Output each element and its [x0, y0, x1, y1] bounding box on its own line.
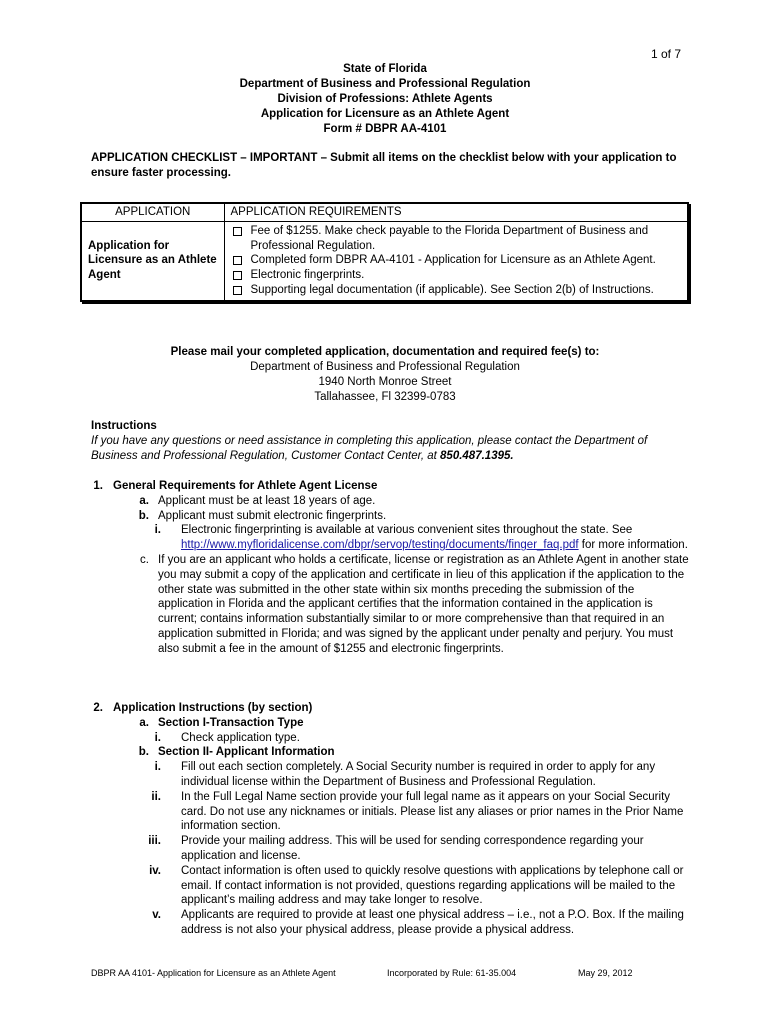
fingerprint-faq-link[interactable]: http://www.myfloridalicense.com/dbpr/servop/testing/documents/finger_faq.pdf — [181, 539, 579, 552]
section-title-text: General Requirements for Athlete Agent License — [113, 480, 378, 492]
item-marker: i. — [154, 731, 161, 744]
fingerprint-text-after: for more information. — [578, 539, 688, 552]
item-marker: ii. — [151, 790, 161, 803]
instructions-text — [91, 434, 691, 464]
item-text: Fill out each section completely. A Social Security number is required in order to apply for any individual license within the Department of Business and Professional Regulation. — [181, 761, 656, 788]
checkbox-icon[interactable] — [233, 227, 242, 236]
footer-form-name: DBPR AA 4101- Application for Licensure as an Athlete Agent — [91, 968, 336, 978]
checkbox-icon[interactable] — [233, 286, 242, 295]
page-footer — [91, 966, 651, 981]
requirement-text: Electronic fingerprints. — [250, 269, 365, 282]
requirement-text: Fee of $1255. Make check payable to the Florida Department of Business and Professional Regulation. — [250, 224, 649, 252]
section-title-text: Application Instructions (by section) — [113, 702, 313, 714]
requirement-item — [231, 283, 684, 298]
requirement-item — [231, 253, 684, 268]
list-item — [91, 834, 691, 864]
item-text: If you are an applicant who holds a certificate, license or registration as an Athlete Agent in another state you may submit a copy of the application and certificate in lieu of this application if the application to the other state was submitted in the other state within six months preceding the submission of the application in Florida and the applicant certifies that the information contained in the application is current; contains information substantially similar to or more comprehensive than that required in an application submitted in Florida; and was signed by the applicant under penalty and perjury. You must also submit a fee in the amount of $1255 and electronic fingerprints. — [158, 553, 689, 655]
item-marker: iii. — [148, 835, 161, 848]
col-header-application: APPLICATION — [81, 203, 224, 221]
table-header-row — [81, 203, 688, 221]
item-text: In the Full Legal Name section provide your full legal name as it appears on your Social Security card. Do not use any nicknames or initials. Please list any aliases or prior names in the Prior Name information section. — [181, 790, 684, 833]
section-number: 1. — [93, 480, 103, 492]
item-marker: b. — [138, 509, 149, 522]
list-item — [91, 509, 691, 524]
item-marker: iv. — [149, 864, 161, 877]
fingerprint-text: Electronic fingerprinting is available at various convenient sites throughout the state. See — [181, 524, 633, 537]
item-text: Applicant must submit electronic fingerprints. — [158, 509, 387, 522]
mailing-address-block — [0, 345, 770, 405]
list-item — [91, 908, 691, 938]
item-marker: i. — [154, 524, 161, 537]
contact-phone: 850.487.1395. — [440, 450, 514, 462]
requirement-text: Completed form DBPR AA-4101 - Application for Licensure as an Athlete Agent. — [250, 254, 656, 267]
subsection-title: Section II- Applicant Information — [158, 746, 335, 759]
subsection-title: Section I-Transaction Type — [158, 716, 304, 729]
mail-line: Tallahassee, Fl 32399-0783 — [314, 391, 456, 403]
item-marker: a. — [139, 494, 149, 507]
item-marker: i. — [154, 761, 161, 774]
mail-line: Department of Business and Professional Regulation — [250, 361, 520, 373]
item-marker: a. — [139, 716, 149, 729]
item-text — [181, 523, 691, 553]
checkbox-icon[interactable] — [233, 256, 242, 265]
header-form-number: Form # DBPR AA-4101 — [323, 123, 447, 135]
page-number: 1 of 7 — [650, 47, 681, 61]
item-text: Applicant must be at least 18 years of age. — [158, 494, 376, 507]
item-marker: b. — [138, 746, 149, 759]
checkbox-icon[interactable] — [233, 271, 242, 280]
list-item — [91, 494, 691, 509]
application-checklist-table — [80, 202, 689, 302]
item-text: Applicants are required to provide at least one physical address – i.e., not a P.O. Box. If the mailing address is not also your physical address, please provide a physical address. — [181, 909, 684, 936]
header-division: Division of Professions: Athlete Agents — [277, 93, 493, 105]
mail-title: Please mail your completed application, documentation and required fee(s) to: — [170, 346, 600, 358]
col-header-requirements: APPLICATION REQUIREMENTS — [224, 203, 688, 221]
table-row — [81, 221, 688, 300]
header-state: State of Florida — [343, 63, 427, 75]
list-item — [91, 745, 691, 760]
item-marker: v. — [152, 909, 161, 922]
item-marker: c. — [140, 553, 149, 566]
list-item — [91, 864, 691, 908]
section-general-requirements — [91, 479, 691, 657]
footer-rule: Incorporated by Rule: 61-35.004 — [387, 968, 517, 978]
document-header — [0, 62, 770, 137]
item-text: Contact information is often used to quickly resolve questions with applications by telephone call or email. If contact information is not provided, questions regarding applications will be mailed to the applicant’s mailing address and may take longer to resolve. — [181, 864, 684, 907]
header-department: Department of Business and Professional Regulation — [239, 78, 531, 90]
requirement-text: Supporting legal documentation (if applicable). See Section 2(b) of Instructions. — [250, 283, 654, 296]
section-title — [91, 701, 691, 716]
list-item — [91, 553, 691, 657]
section-number: 2. — [93, 702, 103, 714]
footer-date: May 29, 2012 — [578, 968, 633, 978]
instructions-body: If you have any questions or need assistance in completing this application, please contact the Department of Business and Professional Regulation, Customer Contact Center, at — [91, 435, 648, 462]
list-item — [91, 790, 691, 834]
section-title — [91, 479, 691, 494]
instructions-title: Instructions — [91, 420, 157, 432]
application-name: Application for Licensure as an Athlete Agent — [81, 221, 224, 300]
list-item — [91, 523, 691, 553]
item-text: Provide your mailing address. This will be used for sending correspondence regarding your application and license. — [181, 835, 644, 862]
requirement-item — [231, 224, 684, 254]
requirements-list — [224, 221, 688, 300]
checklist-intro: APPLICATION CHECKLIST – IMPORTANT – Submit all items on the checklist below with your application to ensure faster processing. — [91, 152, 677, 179]
requirement-item — [231, 268, 684, 283]
instructions-block — [91, 419, 691, 464]
list-item — [91, 760, 691, 790]
list-item — [91, 731, 691, 746]
mail-line: 1940 North Monroe Street — [318, 376, 452, 388]
section-application-instructions — [91, 701, 691, 938]
item-text: Check application type. — [181, 731, 300, 744]
list-item — [91, 716, 691, 731]
header-application-title: Application for Licensure as an Athlete Agent — [260, 108, 510, 120]
